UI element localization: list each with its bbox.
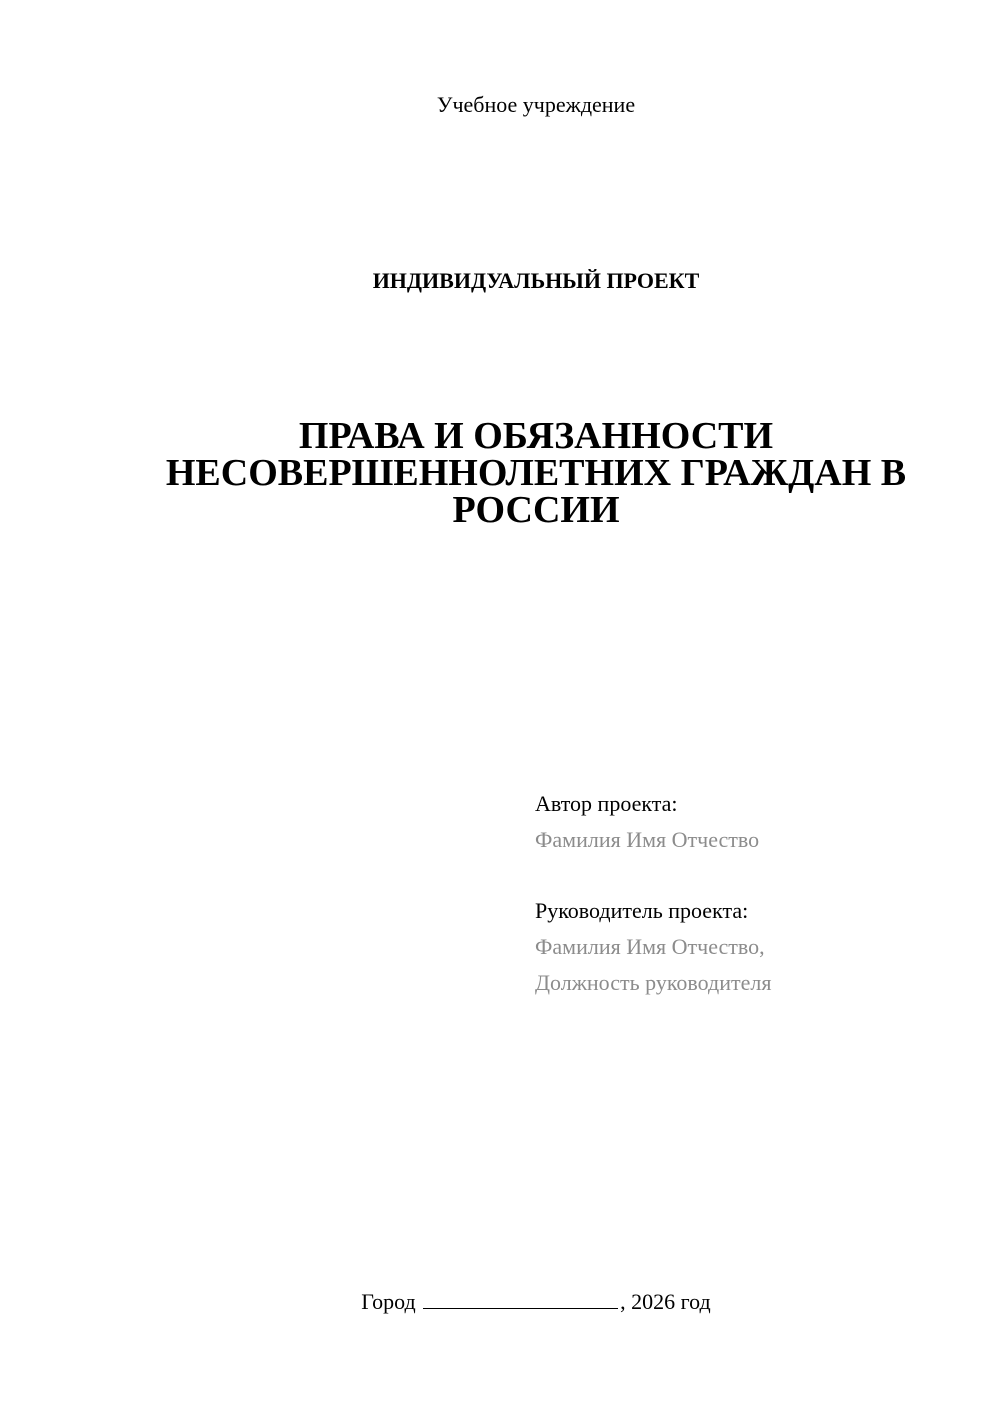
footer-city-year — [36, 1288, 1000, 1315]
city-label: Город — [361, 1289, 416, 1314]
document-type: ИНДИВИДУАЛЬНЫЙ ПРОЕКТ — [372, 268, 700, 293]
supervisor-label: Руководитель проекта: — [535, 898, 749, 923]
author-name: Фамилия Имя Отчество — [535, 827, 760, 852]
title-line: РОССИИ — [452, 489, 620, 531]
supervisor-block — [535, 893, 771, 1001]
author-block — [535, 786, 759, 858]
title-line: ПРАВА И ОБЯЗАННОСТИ — [298, 415, 774, 457]
institution-name: Учебное учреждение — [436, 92, 636, 117]
year-text: , 2026 год — [620, 1289, 711, 1314]
author-label: Автор проекта: — [535, 791, 678, 816]
supervisor-name: Фамилия Имя Отчество, — [535, 934, 765, 959]
supervisor-position: Должность руководителя — [535, 970, 772, 995]
project-title — [36, 415, 1000, 531]
city-blank-line — [423, 1288, 618, 1309]
title-line: НЕСОВЕРШЕННОЛЕТНИХ ГРАЖДАН В — [165, 452, 907, 494]
